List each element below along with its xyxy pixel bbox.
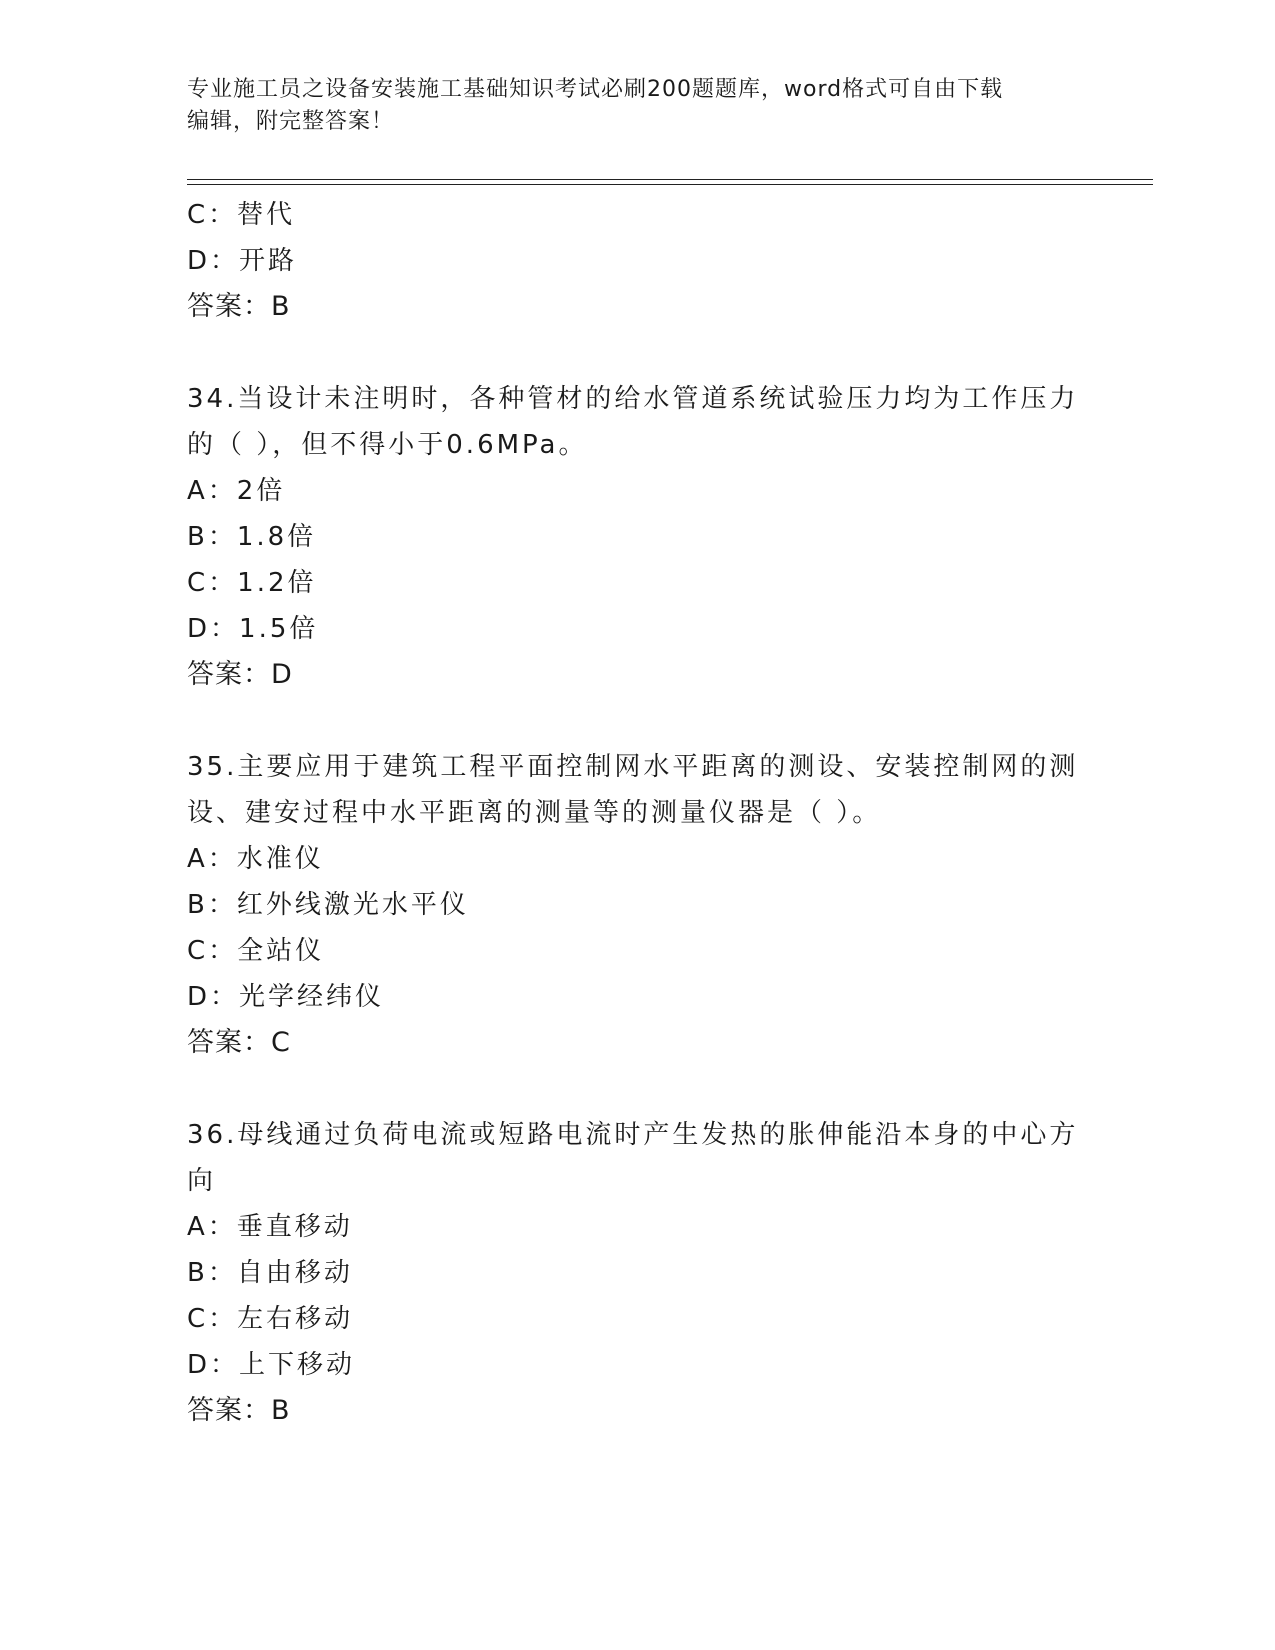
- option-d: D：开路: [187, 246, 298, 276]
- document-header: [187, 74, 1067, 138]
- option-b: B：自由移动: [187, 1258, 353, 1288]
- answer-line: 答案：B: [187, 291, 291, 322]
- spacer: [187, 1066, 1067, 1112]
- option-c: C：替代: [187, 200, 296, 230]
- header-divider-top: [187, 179, 1153, 180]
- option-c: C：1.2倍: [187, 568, 317, 598]
- spacer: [187, 330, 1067, 376]
- header-title-line-1: 专业施工员之设备安装施工基础知识考试必刷200题题库，word格式可自由下载: [187, 77, 1004, 102]
- question-36: [187, 1112, 1079, 1434]
- option-c: C：左右移动: [187, 1304, 354, 1334]
- option-b: B：1.8倍: [187, 522, 317, 552]
- question-stem-line: 34.当设计未注明时，各种管材的给水管道系统试验压力均为工作压力: [187, 384, 1079, 414]
- question-stem-line: 设、建安过程中水平距离的测量等的测量仪器是（ ）。: [187, 798, 882, 828]
- question-stem-line: 36.母线通过负荷电流或短路电流时产生发热的胀伸能沿本身的中心方: [187, 1120, 1079, 1150]
- option-d: D：1.5倍: [187, 614, 319, 644]
- question-content: [187, 192, 1079, 1434]
- option-c: C：全站仪: [187, 936, 325, 966]
- option-a: A：垂直移动: [187, 1212, 353, 1242]
- question-stem-line: 向: [187, 1166, 217, 1196]
- question-stem-line: 的（ ），但不得小于0.6MPa。: [187, 430, 588, 460]
- header-divider-bottom: [187, 184, 1153, 185]
- option-a: A：水准仪: [187, 844, 324, 874]
- question-35: [187, 744, 1079, 1066]
- answer-line: 答案：D: [187, 659, 293, 690]
- option-d: D：光学经纬仪: [187, 982, 385, 1012]
- option-a: A：2倍: [187, 476, 286, 506]
- option-b: B：红外线激光水平仪: [187, 890, 469, 920]
- question-stem-line: 35.主要应用于建筑工程平面控制网水平距离的测设、安装控制网的测: [187, 752, 1079, 782]
- spacer: [187, 698, 1067, 744]
- question-34: [187, 376, 1079, 698]
- answer-line: 答案：B: [187, 1395, 291, 1426]
- answer-line: 答案：C: [187, 1027, 291, 1058]
- option-d: D：上下移动: [187, 1350, 356, 1380]
- header-title-line-2: 编辑，附完整答案！: [187, 109, 395, 134]
- previous-question-tail: [187, 192, 1067, 330]
